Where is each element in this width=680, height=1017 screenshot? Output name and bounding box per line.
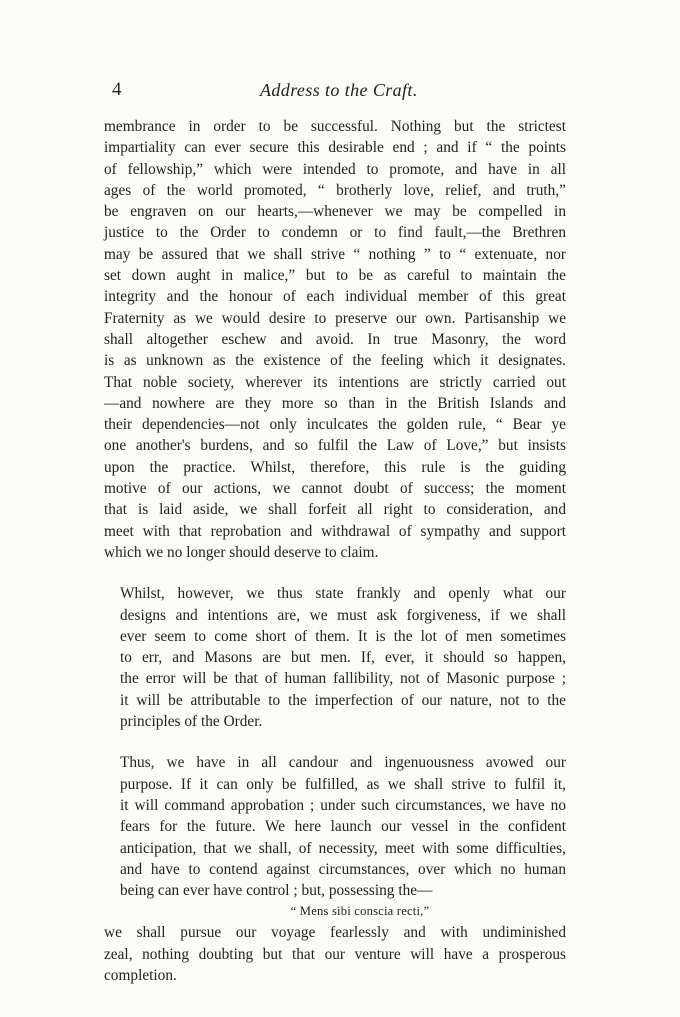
- text-line: of fellowship,” which were intended to promote, and have in all: [104, 160, 566, 178]
- text-line: upon the practice. Whilst, therefore, this rule is the guiding: [104, 458, 566, 476]
- text-line: one another's burdens, and so fulfil the Law of Love,” but insists: [104, 437, 566, 455]
- text-line: principles of the Order.: [120, 713, 263, 731]
- text-line: the error will be that of human fallibility, not of Masonic purpose ;: [120, 670, 566, 688]
- text-line: is as unknown as the existence of the feeling which it designates.: [104, 352, 566, 370]
- text-line: membrance in order to be successful. Nothing but the strictest: [104, 118, 566, 135]
- text-line: to err, and Masons are but men. If, ever, it should so happen,: [120, 649, 566, 667]
- text-line: Thus, we have in all candour and ingenuousness avowed our: [120, 754, 566, 772]
- text-line: designs and intentions are, we must ask forgiveness, if we shall: [120, 606, 566, 624]
- text-line: their dependencies—not only inculcates the golden rule, “ Bear ye: [104, 416, 566, 434]
- text-line: fears for the future. We here launch our vessel in the confident: [120, 818, 566, 836]
- text-line: anticipation, that we shall, of necessity, meet with some difficulties,: [120, 839, 566, 857]
- text-line: it will be attributable to the imperfection of our nature, not to the: [120, 691, 566, 709]
- text-line: completion.: [104, 966, 177, 984]
- text-line: zeal, nothing doubting but that our venture will have a prosperous: [104, 945, 566, 963]
- text-line: be engraven on our hearts,—whenever we may be compelled in: [104, 203, 566, 221]
- text-line: purpose. If it can only be fulfilled, as we shall strive to fulfil it,: [120, 775, 566, 793]
- text-line: ages of the world promoted, “ brotherly love, relief, and truth,”: [104, 181, 566, 199]
- running-head: [100, 78, 580, 104]
- closing-paragraph: [104, 922, 566, 986]
- paragraph-1: [104, 116, 566, 563]
- text-line: motive of our actions, we cannot doubt of success; the moment: [104, 480, 566, 498]
- text-line: shall altogether eschew and avoid. In true Masonry, the word: [104, 330, 566, 348]
- text-line: set down aught in malice,” but to be as careful to maintain the: [104, 267, 566, 285]
- text-line: That noble society, wherever its intentions are strictly carried out: [104, 373, 566, 391]
- text-line: we shall pursue our voyage fearlessly and with undiminished: [104, 924, 566, 942]
- body-text: [104, 116, 566, 986]
- paragraph-3: [104, 752, 566, 901]
- text-line: —and nowhere are they more so than in the British Islands and: [104, 394, 566, 412]
- latin-quote: “ Mens sibi conscia recti,”: [290, 904, 430, 919]
- paragraph-2: [104, 583, 566, 732]
- text-line: and have to contend against circumstances, over which no human: [120, 860, 566, 878]
- text-line: ever seem to come short of them. It is the lot of men sometimes: [120, 627, 566, 645]
- running-title: Address to the Craft.: [260, 80, 418, 100]
- text-line: Whilst, however, we thus state frankly and openly what our: [120, 585, 566, 603]
- text-line: meet with that reprobation and withdrawal of sympathy and support: [104, 522, 566, 540]
- text-line: integrity and the honour of each individual member of this great: [104, 288, 566, 306]
- text-line: impartiality can ever secure this desirable end ; and if “ the points: [104, 139, 566, 157]
- text-line: which we no longer should deserve to claim.: [104, 543, 379, 561]
- page-number: 4: [112, 79, 122, 100]
- text-line: may be assured that we shall strive “ nothing ” to “ extenuate, nor: [104, 245, 566, 263]
- text-line: being can ever have control ; but, possessing the—: [120, 882, 433, 900]
- text-line: it will command approbation ; under such circumstances, we have no: [120, 796, 566, 814]
- text-line: Fraternity as we would desire to preserve our own. Partisanship we: [104, 309, 566, 327]
- text-line: justice to the Order to condemn or to find fault,—the Brethren: [104, 224, 566, 242]
- text-line: that is laid aside, we shall forfeit all right to consideration, and: [104, 501, 566, 519]
